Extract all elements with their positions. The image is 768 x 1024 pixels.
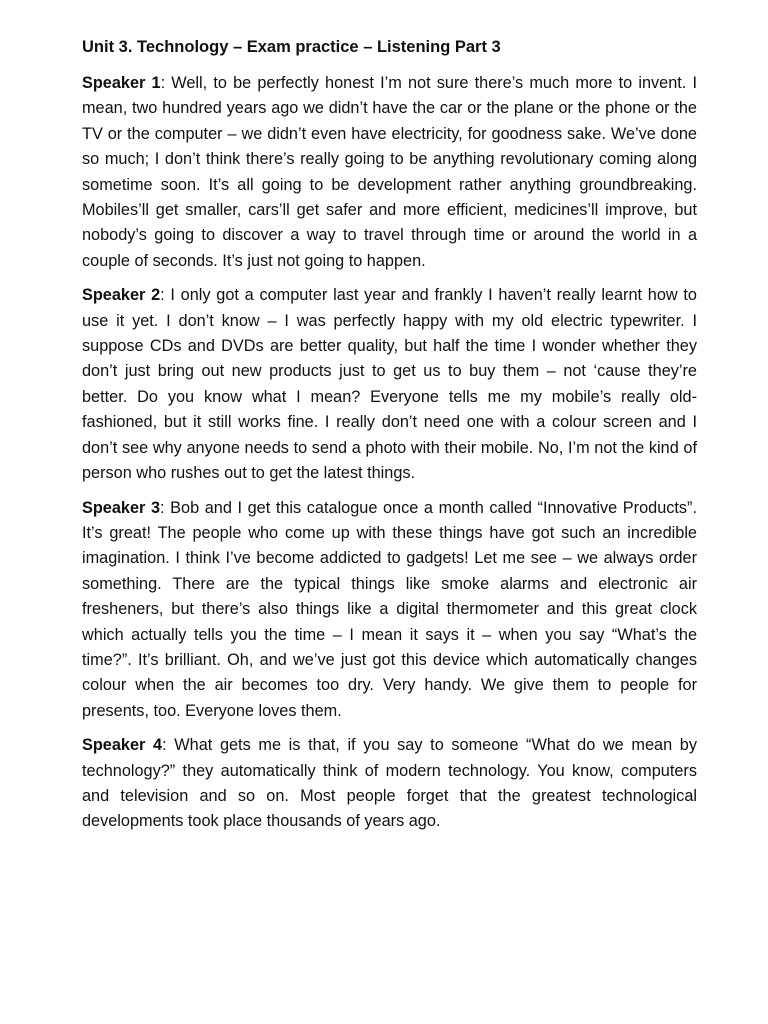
speaker-2-label: Speaker 2 xyxy=(82,286,161,305)
speaker-3-label: Speaker 3 xyxy=(82,498,161,517)
speaker-1-text: : Well, to be perfectly honest I’m not sure there’s much more to invent. I mean, two hundred years ago we didn’t have the car or the plane or the phone or the TV or the computer – we didn’t even have electricity, for goodness sake. We’ve done so much; I don’t think there’s really going to be anything revolutionary coming along sometime soon. It’s all going to be development rather anything groundbreaking. Mobiles’ll get smaller, cars’ll get safer and more efficient, medicines’ll improve, but nobody’s going to discover a way to travel through time or around the world in a couple of seconds. It’s just not going to happen. xyxy=(82,74,697,270)
speaker-3-paragraph xyxy=(82,496,697,725)
speaker-1-paragraph xyxy=(82,71,697,274)
document-title: Unit 3. Technology – Exam practice – Listening Part 3 xyxy=(82,38,501,56)
speaker-3-text: : Bob and I get this catalogue once a month called “Innovative Products”. It’s great! The people who come up with these things have got such an incredible imagination. I think I’ve become addicted to gadgets! Let me see – we always order something. There are the typical things like smoke alarms and electronic air fresheners, but there’s also things like a digital thermometer and this great clock which actually tells you the time – I mean it says it – when you say “What’s the time?”. It’s brilliant. Oh, and we’ve just got this device which automatically changes colour when the air becomes too dry. Very handy. We give them to people for presents, too. Everyone loves them. xyxy=(82,498,697,720)
speaker-1-label: Speaker 1 xyxy=(82,74,161,92)
document-page xyxy=(82,36,697,844)
speaker-4-text: : What gets me is that, if you say to someone “What do we mean by technology?” they automatically think of modern technology. You know, computers and television and so on. Most people forget that the greatest technological developments took place thousands of years ago. xyxy=(82,736,697,831)
speaker-2-paragraph xyxy=(82,283,697,486)
speaker-4-label: Speaker 4 xyxy=(82,736,163,755)
speaker-2-text: : I only got a computer last year and frankly I haven’t really learnt how to use it yet. I don’t know – I was perfectly happy with my old electric typewriter. I suppose CDs and DVDs are better quality, but half the time I wonder whether they don’t just bring out new products just to get us to buy them – not ‘cause they’re better. Do you know what I mean? Everyone tells me my mobile’s really old-fashioned, but it still works fine. I really don’t need one with a colour screen and I don’t see why anyone needs to send a photo with their mobile. No, I’m not the kind of person who rushes out to get the latest things. xyxy=(82,286,697,483)
speaker-4-paragraph xyxy=(82,733,697,835)
